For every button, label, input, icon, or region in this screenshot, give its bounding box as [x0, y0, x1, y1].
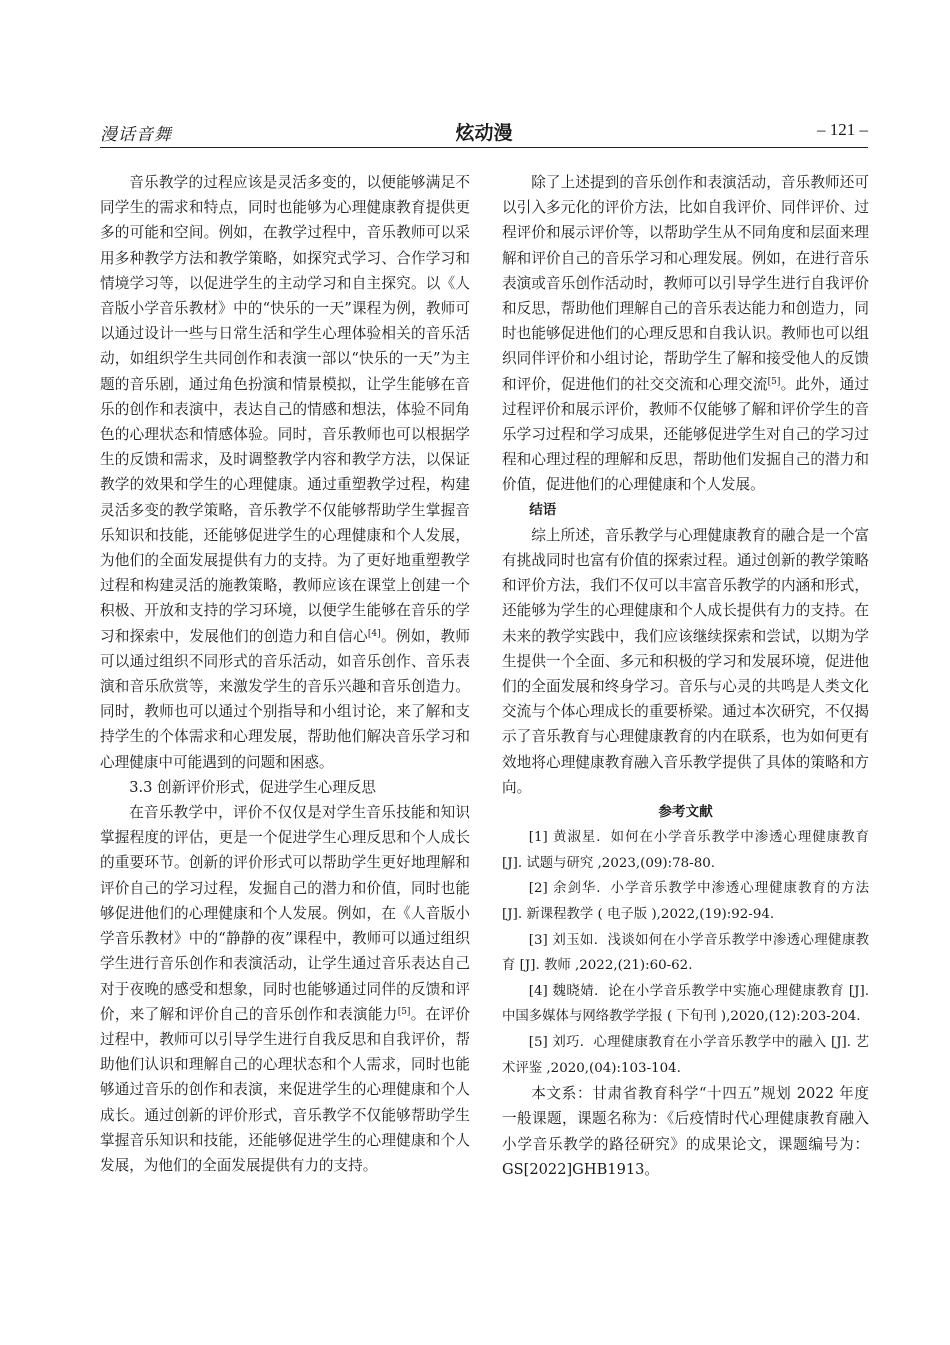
- section-heading-3-3: 3.3 创新评价形式，促进学生心理反思: [129, 778, 376, 796]
- reference-item: [1] 黄淑星．如何在小学音乐教学中渗透心理健康教育 [J]. 试题与研究 ,2023,(09):78-80.: [502, 830, 869, 871]
- journal-title: 炫动漫: [455, 122, 513, 144]
- page-header: [100, 118, 868, 146]
- funding-note: 本文系：甘肃省教育科学“十四五”规划 2022 年度一般课题，课题名称为：《后疫情时代心理健康教育融入小学音乐教学的路径研究》的成果论文，课题编号为：GS[2022]GHB1913。: [502, 1085, 869, 1178]
- page-number: – 121 –: [817, 120, 868, 139]
- paragraph-teaching-process: 音乐教学的过程应该是灵活多变的，以便能够满足不同学生的需求和特点，同时也能够为心理健康教育提供更多的可能和空间。例如，在教学过程中，音乐教师可以采用多种教学方法和教学策略，如探究式学习、合作学习和情境学习等，以促进学生的主动学习和自主探究。以《人音版小学音乐教材》中的“快乐的一天”课程为例，教师可以通过设计一些与日常生活和学生心理体验相关的音乐活动，如组织学生共同创作和表演一部以“快乐的一天”为主题的音乐剧，通过角色扮演和情景模拟，让学生能够在音乐的创作和表演中，表达自己的情感和想法，体验不同角色的心理状态和情感体验。同时，音乐教师也可以根据学生的反馈和需求，及时调整教学内容和教学方法，以保证教学的效果和学生的心理健康。通过重塑教学过程，构建灵活多变的教学策略，音乐教学不仅能够帮助学生掌握音乐知识和技能，还能够促进学生的心理健康和个人发展，为他们的全面发展提供有力的支持。为了更好地重塑教学过程和构建灵活的施教策略，教师应该在课堂上创建一个积极、开放和支持的学习环境，以便学生能够在音乐的学习和探索中，发展他们的创造力和自信心[4]。例如，教师可以通过组织不同形式的音乐活动，如音乐创作、音乐表演和音乐欣赏等，来激发学生的音乐兴趣和音乐创造力。同时，教师也可以通过个别指导和小组讨论，来了解和支持学生的个体需求和心理发展，帮助他们解决音乐学习和心理健康中可能遇到的问题和困惑。: [100, 174, 470, 771]
- citation: [4]: [367, 628, 381, 639]
- reference-item: [2] 余剑华．小学音乐教学中渗透心理健康教育的方法 [J]. 新课程教学 ( 电子版 ),2022,(19):92-94.: [502, 881, 869, 923]
- paragraph-evaluation: 在音乐教学中，评价不仅仅是对学生音乐技能和知识掌握程度的评估，更是一个促进学生心理反思和个人成长的重要环节。创新的评价形式可以帮助学生更好地理解和评价自己的学习过程，发掘自己的潜力和价值，同时也能够促进他们的心理健康和个人发展。例如，在《人音版小学音乐教材》中的“静静的夜”课程中，教师可以通过组织学生进行音乐创作和表演活动，让学生通过音乐表达自己对于夜晚的感受和想象，同时也能够通过同伴的反馈和评价，来了解和评价自己的音乐创作和表演能力[5]。在评价过程中，教师可以引导学生进行自我反思和自我评价，帮助他们认识和理解自己的心理状态和个人需求，同时也能够通过音乐的创作和表演，来促进学生的心理健康和个人成长。通过创新的评价形式，音乐教学不仅能够帮助学生掌握音乐知识和技能，还能够促进学生的心理健康和个人发展，为他们的全面发展提供有力的支持。: [100, 804, 470, 1174]
- left-column: [100, 170, 470, 1178]
- citation: [5]: [397, 1006, 411, 1017]
- journal-section-name: 漫话音舞: [100, 125, 172, 145]
- header-rule: [100, 147, 868, 148]
- reference-item: [4] 魏晓婧．论在小学音乐教学中实施心理健康教育 [J]. 中国多媒体与网络教学学报 ( 下旬刊 ),2020,(12):203-204.: [502, 983, 869, 1025]
- citation: [5]: [767, 376, 781, 387]
- conclusion-heading: 结语: [529, 501, 557, 518]
- reference-item: [5] 刘巧．心理健康教育在小学音乐教学中的融入 [J]. 艺术评鉴 ,2020,(04):103-104.: [502, 1035, 869, 1076]
- references-heading: 参考文献: [658, 804, 713, 821]
- reference-item: [3] 刘玉如．浅谈如何在小学音乐教学中渗透心理健康教育 [J]. 教师 ,2022,(21):60-62.: [502, 932, 869, 974]
- paragraph-diverse-evaluation: 除了上述提到的音乐创作和表演活动，音乐教师还可以引入多元化的评价方法，比如自我评价、同伴评价、过程评价和展示评价等，以帮助学生从不同角度和层面来理解和评价自己的音乐学习和心理发展。例如，在进行音乐表演或音乐创作活动时，教师可以引导学生进行自我评价和反思，帮助他们理解自己的音乐表达能力和创造力，同时也能够促进他们的心理反思和自我认识。教师也可以组织同伴评价和小组讨论，帮助学生了解和接受他人的反馈和评价，促进他们的社交交流和心理交流[5]。此外，通过过程评价和展示评价，教师不仅能够了解和评价学生的音乐学习过程和学习成果，还能够促进学生对自己的学习过程和心理过程的理解和反思，帮助他们发掘自己的潜力和价值，促进他们的心理健康和个人发展。: [502, 174, 869, 494]
- right-column: [502, 170, 869, 1182]
- paragraph-conclusion: 综上所述，音乐教学与心理健康教育的融合是一个富有挑战同时也富有价值的探索过程。通过创新的教学策略和评价方法，我们不仅可以丰富音乐教学的内涵和形式，还能够为学生的心理健康和个人成长提供有力的支持。在未来的教学实践中，我们应该继续探索和尝试，以期为学生提供一个全面、多元和积极的学习和发展环境，促进他们的全面发展和终身学习。音乐与心灵的共鸣是人类文化交流与个体心理成长的重要桥梁。通过本次研究，不仅揭示了音乐教育与心理健康教育的内在联系，也为如何更有效地将心理健康教育融入音乐教学提供了具体的策略和方向。: [502, 526, 869, 796]
